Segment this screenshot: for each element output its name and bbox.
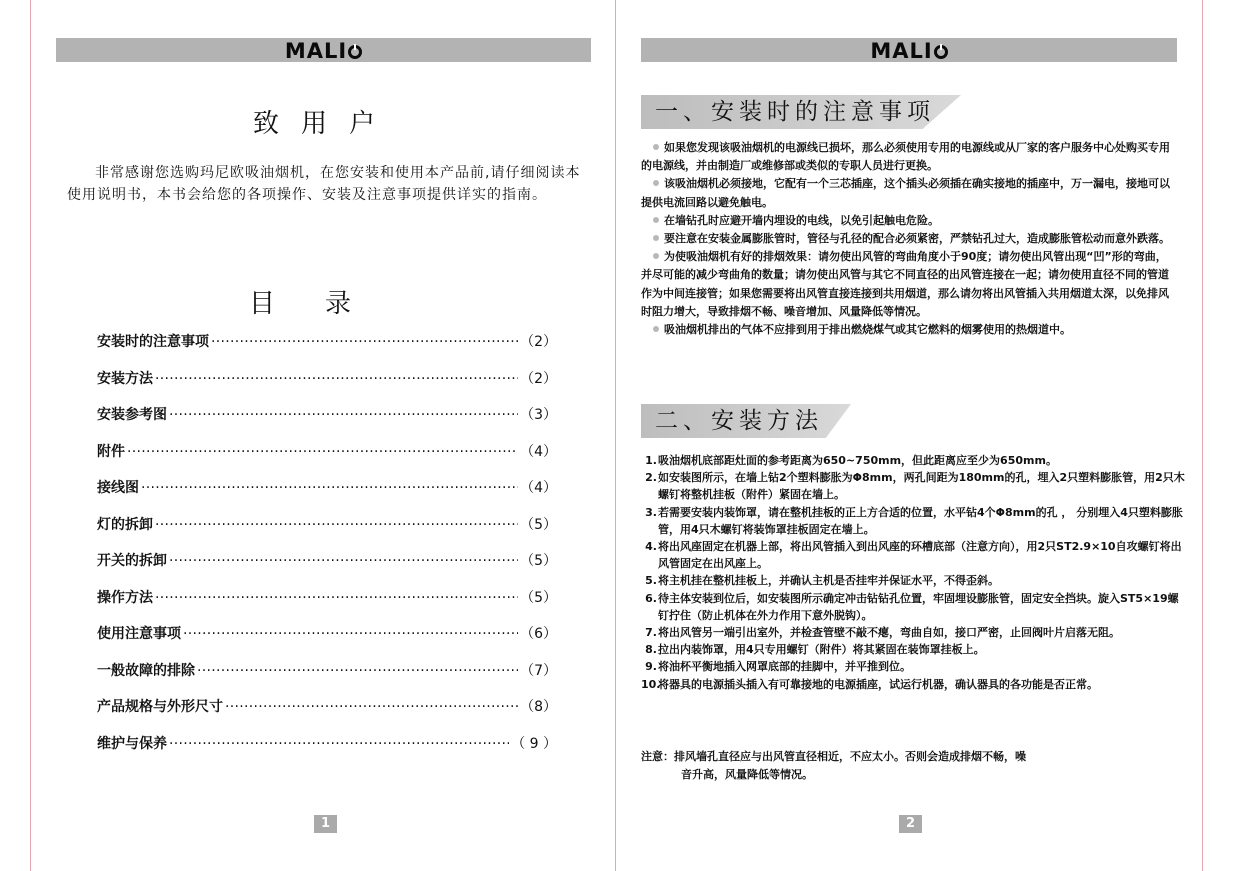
list-item: 如果您发现该吸油烟机的电源线已损坏，那么必须使用专用的电源线或从厂家的客户服务中心处购买专用的电源线，并由制造厂或维修部或类似的专职人员进行更换。	[641, 141, 1170, 173]
list-item: 6. 待主体安装到位后，如安装图所示确定冲击钻钻孔位置，牢固埋设膨胀管，固定安全挡块。旋入ST5×19螺钉拧住（防止机体在外力作用下意外脱钩）。	[645, 591, 1179, 622]
toc-leader	[155, 586, 518, 610]
toc-entry[interactable]	[97, 367, 557, 404]
list-item: 10. 将器具的电源插头插入有可靠接地的电源插座，试运行机器，确认器具的各功能是否正常。	[641, 677, 1098, 691]
brand-logo: MALI	[870, 39, 947, 63]
toc-leader	[141, 476, 518, 500]
section-heading-text: 二、安装方法	[655, 408, 823, 434]
list-item: 9. 将油杯平衡地插入网罩底部的挂脚中，并平推到位。	[645, 660, 911, 674]
toc-entry-page: （2）	[520, 370, 557, 387]
header-bar	[641, 38, 1177, 62]
toc-entry-label: 附件	[97, 443, 125, 460]
toc-entry-page: （5）	[520, 553, 557, 569]
toc-entry-label: 一般故障的排除	[97, 662, 195, 679]
toc-entry[interactable]	[97, 659, 557, 696]
toc-entry-label: 操作方法	[97, 589, 153, 606]
brand-logo: MALI	[285, 39, 362, 63]
list-item: 为使吸油烟机有好的排烟效果：请勿使出风管的弯曲角度小于90度；请勿使出风管出现“凹”形的弯曲，并尽可能的减少弯曲角的数量；请勿使出风管与其它不同直径的出风管连接在一起；请勿使用直径不同的管道作为中间连接管；如果您需要将出风管直接连接到共用烟道，那么请勿将出风管插入共用烟道太深，以免排风时阻力增大，导致排烟不畅、噪音增加、风量降低等情况。	[641, 250, 1169, 318]
toc-entry[interactable]	[97, 330, 557, 367]
margin-line	[30, 0, 31, 871]
list-item: 1. 吸油烟机底部距灶面的参考距离为650~750mm，但此距离应至少为650mm。	[645, 454, 1057, 467]
toc-entry-label: 安装方法	[97, 370, 153, 387]
safety-notes-list	[641, 139, 1174, 339]
toc-entry-page: （7）	[520, 662, 557, 679]
toc-entry-page: （2）	[520, 334, 557, 350]
bullet-icon	[653, 180, 659, 186]
toc-entry[interactable]	[97, 732, 557, 769]
toc-entry[interactable]	[97, 549, 557, 586]
toc-leader	[225, 695, 518, 719]
toc-entry[interactable]	[97, 622, 557, 659]
toc-entry-label: 接线图	[97, 480, 139, 496]
toc-entry-label: 安装时的注意事项	[97, 334, 209, 350]
page-number: 2	[899, 815, 922, 833]
install-note	[641, 748, 1121, 784]
install-note-line: 音升高，风量降低等情况。	[681, 768, 813, 781]
toc-entry-label: 使用注意事项	[97, 626, 181, 642]
bullet-icon	[653, 253, 659, 259]
toc-entry-label: 产品规格与外形尺寸	[97, 699, 223, 715]
toc-leader	[169, 549, 518, 573]
toc-leader	[183, 622, 518, 646]
toc-entry-label: 开关的拆卸	[97, 553, 167, 569]
toc-leader	[169, 403, 518, 427]
toc-entry-page: （6）	[520, 626, 557, 642]
list-item: 7. 将出风管另一端引出室外，并检查管壁不敲不瘪，弯曲自如，接口严密，止回阀叶片启落无阻。	[645, 626, 1120, 640]
toc-entry-page: （4）	[520, 480, 557, 496]
margin-line	[1202, 0, 1203, 871]
list-item: 在墙钻孔时应避开墙内埋设的电线，以免引起触电危险。	[641, 212, 1174, 230]
table-of-contents	[97, 330, 557, 768]
header-bar	[56, 38, 591, 62]
list-item: 该吸油烟机必须接地，它配有一个三芯插座，这个插头必须插在确实接地的插座中，万一漏电，接地可以提供电流回路以避免触电。	[641, 177, 1170, 209]
toc-entry-page: （4）	[520, 443, 557, 460]
toc-leader	[211, 330, 518, 354]
toc-entry-label: 维护与保养	[97, 735, 167, 752]
toc-entry-page: （5）	[520, 516, 557, 533]
section-heading-text: 一、安装时的注意事项	[655, 99, 935, 125]
logo-o-mark	[934, 45, 948, 59]
bullet-icon	[653, 217, 659, 223]
toc-entry[interactable]	[97, 586, 557, 623]
list-item: 3. 若需要安装内装饰罩，请在整机挂板的正上方合适的位置，水平钻4个Φ8mm的孔 ， 分别埋入4只塑料膨胀管，用4只木螺钉将装饰罩挂板固定在墙上。	[645, 505, 1183, 536]
section-heading	[641, 404, 861, 438]
left-page	[0, 0, 616, 871]
toc-title: 目录	[248, 289, 401, 319]
list-item: 8. 拉出内装饰罩，用4只专用螺钉（附件）将其紧固在装饰罩挂板上。	[645, 643, 985, 657]
toc-entry-page: （3）	[520, 407, 557, 423]
toc-leader	[155, 367, 518, 391]
toc-entry[interactable]	[97, 513, 557, 550]
intro-paragraph: 非常感谢您选购玛尼欧吸油烟机，在您安装和使用本产品前,请仔细阅读本使用说明书，本书会给您的各项操作、安装及注意事项提供详实的指南。	[67, 165, 581, 203]
list-item: 要注意在安装金属膨胀管时，管径与孔径的配合必须紧密，严禁钻孔过大，造成膨胀管松动而意外跌落。	[641, 230, 1174, 248]
bullet-icon	[653, 144, 659, 150]
list-item: 5. 将主机挂在整机挂板上，并确认主机是否挂牢并保证水平，不得歪斜。	[645, 574, 999, 588]
toc-entry[interactable]	[97, 695, 557, 732]
section-heading	[641, 95, 971, 129]
list-item: 吸油烟机排出的气体不应排到用于排出燃烧煤气或其它燃料的烟雾使用的热烟道中。	[641, 321, 1174, 339]
toc-entry-label: 安装参考图	[97, 407, 167, 423]
toc-leader	[127, 440, 518, 464]
list-item: 4. 将出风座固定在机器上部，将出风管插入到出风座的环槽底部（注意方向），用2只ST2.9×10自攻螺钉将出风管固定在出风座上。	[645, 540, 1182, 571]
toc-entry-label: 灯的拆卸	[97, 516, 153, 533]
list-item: 2. 如安装图所示，在墙上钻2个塑料膨胀为Φ8mm，两孔间距为180mm的孔，埋入2只塑料膨胀管，用2只木螺钉将整机挂板（附件）紧固在墙上。	[645, 471, 1185, 502]
toc-leader	[169, 732, 509, 756]
toc-entry-page: （ 9 ）	[511, 735, 557, 752]
toc-leader	[197, 659, 518, 683]
toc-entry[interactable]	[97, 403, 557, 440]
page-number: 1	[314, 815, 337, 833]
toc-entry-page: （5）	[520, 589, 557, 606]
toc-leader	[155, 513, 518, 537]
logo-o-mark	[348, 45, 362, 59]
bullet-icon	[653, 326, 659, 332]
toc-entry[interactable]	[97, 440, 557, 477]
install-note-line: 注意：排风墙孔直径应与出风管直径相近，不应太小。否则会造成排烟不畅，噪	[641, 750, 1026, 763]
bullet-icon	[653, 235, 659, 241]
toc-entry[interactable]	[97, 476, 557, 513]
install-steps-list	[641, 452, 1186, 693]
page-title: 致用户	[252, 109, 397, 139]
toc-entry-page: （8）	[520, 699, 557, 715]
